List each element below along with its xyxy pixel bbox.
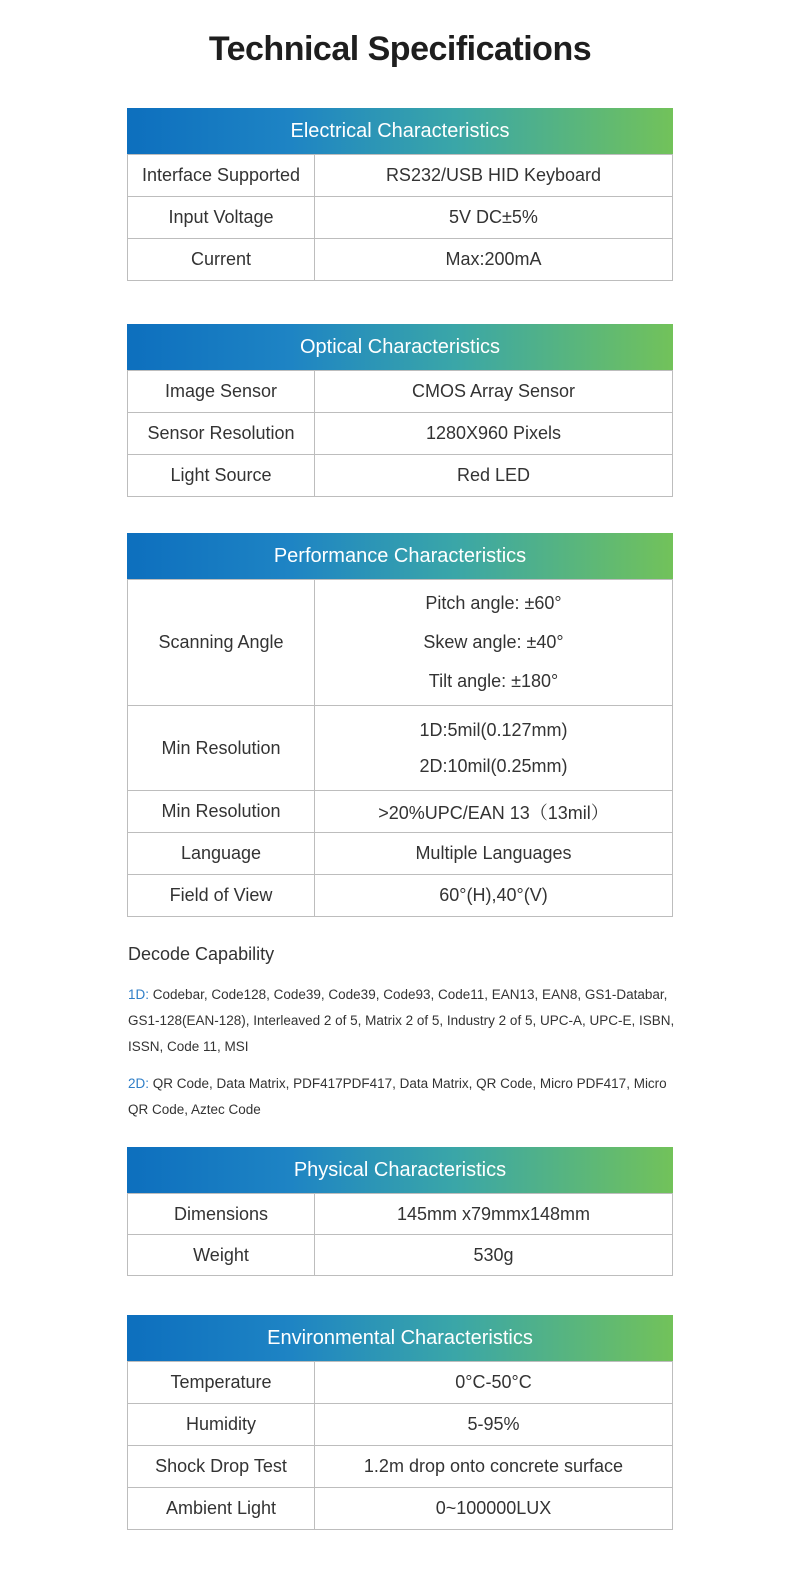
electrical-header: Electrical Characteristics bbox=[127, 108, 673, 154]
spec-value: 0~100000LUX bbox=[315, 1488, 673, 1530]
table-row bbox=[128, 197, 673, 239]
spec-label: Ambient Light bbox=[128, 1488, 315, 1530]
spec-value-multiline bbox=[315, 580, 673, 706]
spec-label: Temperature bbox=[128, 1362, 315, 1404]
spec-label: Light Source bbox=[128, 455, 315, 497]
spec-label: Shock Drop Test bbox=[128, 1446, 315, 1488]
optical-table bbox=[127, 370, 673, 497]
spec-label: Interface Supported bbox=[128, 155, 315, 197]
spec-value: 0°C-50°C bbox=[315, 1362, 673, 1404]
decode-capability-title: Decode Capability bbox=[128, 944, 275, 964]
spec-label: Current bbox=[128, 239, 315, 281]
table-row bbox=[128, 1446, 673, 1488]
spec-value: Red LED bbox=[315, 455, 673, 497]
table-row bbox=[128, 1194, 673, 1235]
table-row bbox=[128, 455, 673, 497]
pitch-angle-value: Pitch angle: ±60° bbox=[425, 593, 562, 613]
spec-label: Sensor Resolution bbox=[128, 413, 315, 455]
table-row bbox=[128, 1235, 673, 1276]
spec-label: Humidity bbox=[128, 1404, 315, 1446]
spec-value: RS232/USB HID Keyboard bbox=[315, 155, 673, 197]
spec-label: Field of View bbox=[128, 875, 315, 917]
spec-label: Language bbox=[128, 833, 315, 875]
resolution-1d-value: 1D:5mil(0.127mm) bbox=[419, 720, 568, 740]
spec-value: 5-95% bbox=[315, 1404, 673, 1446]
performance-characteristics-section bbox=[127, 533, 673, 917]
spec-value: Max:200mA bbox=[315, 239, 673, 281]
spec-label: Weight bbox=[128, 1235, 315, 1276]
skew-angle-value: Skew angle: ±40° bbox=[423, 632, 564, 652]
table-row bbox=[128, 791, 673, 833]
physical-table bbox=[127, 1193, 673, 1276]
environmental-characteristics-section bbox=[127, 1315, 673, 1530]
decode-1d-text: Codebar, Code128, Code39, Code39, Code93, Code11, EAN13, EAN8, GS1-Databar, GS1-128(EAN-128), Interleaved 2 of 5, Matrix 2 of 5, Industry 2 of 5, UPC-A, UPC-E, ISBN, ISSN, Code 11, MSI bbox=[128, 987, 675, 1054]
decode-1d-paragraph bbox=[128, 982, 688, 1060]
electrical-table bbox=[127, 154, 673, 281]
spec-label: Image Sensor bbox=[128, 371, 315, 413]
decode-2d-text: QR Code, Data Matrix, PDF417PDF417, Data Matrix, QR Code, Micro PDF417, Micro QR Code, Aztec Code bbox=[128, 1076, 667, 1117]
table-row bbox=[128, 875, 673, 917]
spec-value: CMOS Array Sensor bbox=[315, 371, 673, 413]
decode-2d-tag: 2D: bbox=[128, 1076, 150, 1091]
page-title: Technical Specifications bbox=[208, 30, 592, 68]
performance-table bbox=[127, 579, 673, 917]
spec-value: >20%UPC/EAN 13（13mil） bbox=[315, 791, 673, 833]
spec-value: 530g bbox=[315, 1235, 673, 1276]
decode-2d-paragraph bbox=[128, 1071, 688, 1123]
resolution-2d-value: 2D:10mil(0.25mm) bbox=[419, 756, 568, 776]
table-row bbox=[128, 833, 673, 875]
spec-label: Min Resolution bbox=[128, 791, 315, 833]
table-row bbox=[128, 413, 673, 455]
table-row bbox=[128, 371, 673, 413]
table-row bbox=[128, 239, 673, 281]
spec-value: 1.2m drop onto concrete surface bbox=[315, 1446, 673, 1488]
spec-value-multiline bbox=[315, 706, 673, 791]
decode-1d-tag: 1D: bbox=[128, 987, 150, 1002]
electrical-characteristics-section bbox=[127, 108, 673, 281]
spec-label: Input Voltage bbox=[128, 197, 315, 239]
table-row bbox=[128, 580, 673, 706]
table-row bbox=[128, 155, 673, 197]
spec-value: Multiple Languages bbox=[315, 833, 673, 875]
table-row bbox=[128, 1404, 673, 1446]
tilt-angle-value: Tilt angle: ±180° bbox=[428, 671, 559, 691]
spec-value: 1280X960 Pixels bbox=[315, 413, 673, 455]
table-row bbox=[128, 706, 673, 791]
physical-header: Physical Characteristics bbox=[127, 1147, 673, 1193]
physical-characteristics-section bbox=[127, 1147, 673, 1276]
spec-value: 145mm x79mmx148mm bbox=[315, 1194, 673, 1235]
optical-header: Optical Characteristics bbox=[127, 324, 673, 370]
spec-value: 5V DC±5% bbox=[315, 197, 673, 239]
optical-characteristics-section bbox=[127, 324, 673, 497]
performance-header: Performance Characteristics bbox=[127, 533, 673, 579]
environmental-table bbox=[127, 1361, 673, 1530]
table-row bbox=[128, 1362, 673, 1404]
spec-label: Min Resolution bbox=[128, 706, 315, 791]
table-row bbox=[128, 1488, 673, 1530]
spec-label: Scanning Angle bbox=[128, 580, 315, 706]
environmental-header: Environmental Characteristics bbox=[127, 1315, 673, 1361]
spec-value: 60°(H),40°(V) bbox=[315, 875, 673, 917]
spec-label: Dimensions bbox=[128, 1194, 315, 1235]
